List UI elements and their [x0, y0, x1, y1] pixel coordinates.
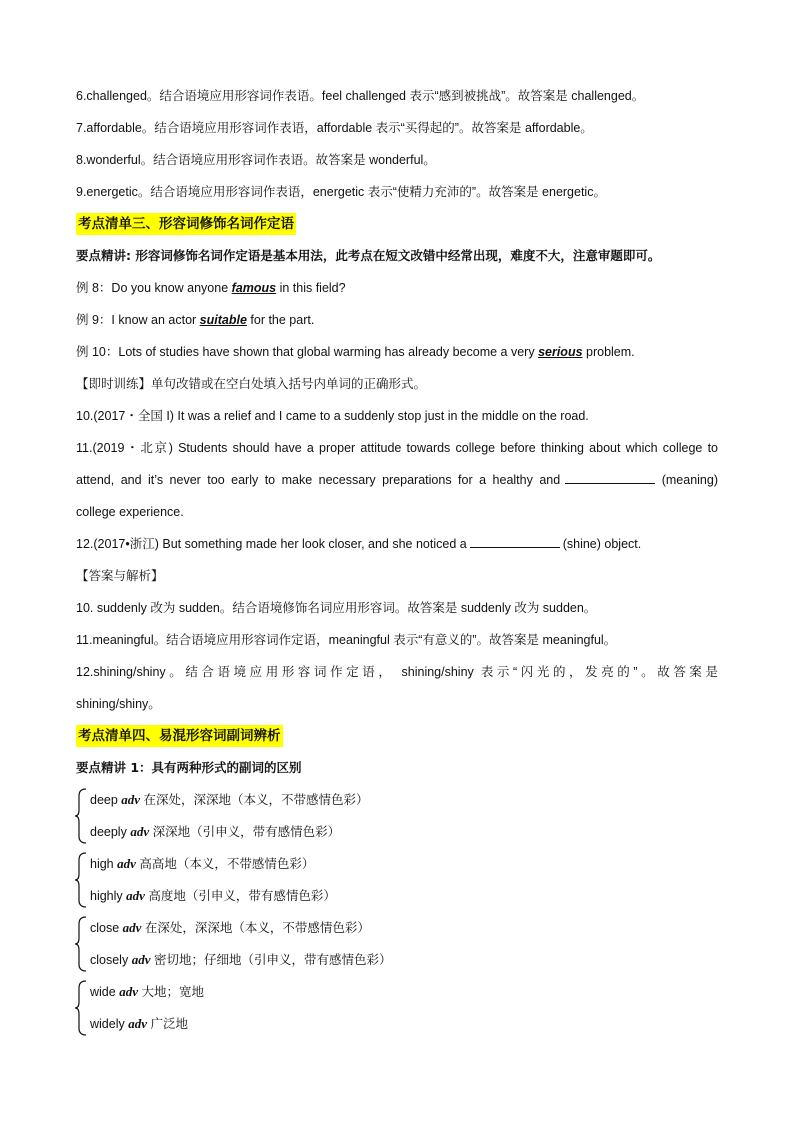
adverb-pair-close: close adv 在深处，深深地（本义，不带感情色彩） closely adv 密切地；仔细地（引申义，带有感情色彩）: [76, 912, 718, 976]
answer-blank-11[interactable]: [565, 469, 655, 484]
question-12: 12.(2017•浙江) But something made her look closer, and she noticed a (shine) object.: [76, 528, 718, 560]
brace-icon: [74, 980, 88, 1036]
brace-icon: [74, 788, 88, 844]
section-3-title: 考点清单三、形容词修饰名词作定语: [76, 213, 296, 235]
question-11-line-3: college experience.: [76, 505, 184, 519]
section-4-note: 要点精讲 1：具有两种形式的副词的区别: [76, 760, 302, 775]
question-11-line-2: attend, and it’s never too early to make necessary preparations for a healthy and (meaning): [76, 464, 718, 496]
adverb-pair-wide: wide adv 大地；宽地 widely adv 广泛地: [76, 976, 718, 1040]
adverb-pair-high: high adv 高高地（本义，不带感情色彩） highly adv 高度地（引申义，带有感情色彩）: [76, 848, 718, 912]
answer-12-line-1: 12.shining/shiny。结合语境应用形容词作定语， shining/shiny 表示“闪光的，发亮的”。故答案是: [76, 665, 718, 679]
section-4-header: [76, 720, 718, 752]
answer-6: 6.challenged。结合语境应用形容词作表语。feel challenged 表示“感到被挑战”。故答案是 challenged。: [76, 89, 645, 103]
example-9: 例 9：I know an actor suitable for the part.: [76, 313, 315, 327]
answer-blank-12[interactable]: [470, 533, 560, 548]
example-10: 例 10：Lots of studies have shown that global warming has already become a very serious problem.: [76, 345, 635, 359]
answer-8: 8.wonderful。结合语境应用形容词作表语。故答案是 wonderful。: [76, 153, 436, 167]
section-3-header: [76, 208, 718, 240]
answer-11: 11.meaningful。结合语境应用形容词作定语，meaningful 表示“有意义的”。故答案是 meaningful。: [76, 633, 617, 647]
answer-9: 9.energetic。结合语境应用形容词作表语，energetic 表示“使精力充沛的”。故答案是 energetic。: [76, 185, 606, 199]
answer-10: 10. suddenly 改为 sudden。结合语境修饰名词应用形容词。故答案是 suddenly 改为 sudden。: [76, 601, 597, 615]
answer-heading: 【答案与解析】: [76, 568, 164, 583]
document-page: [76, 80, 718, 1040]
brace-icon: [74, 916, 88, 972]
question-10: 10.(2017・全国 I) It was a relief and I came to a suddenly stop just in the middle on the road.: [76, 409, 589, 423]
example-9-answer: suitable: [199, 313, 247, 327]
example-8: 例 8：Do you know anyone famous in this field?: [76, 281, 346, 295]
section-3-note: 要点精讲: 形容词修饰名词作定语是基本用法，此考点在短文改错中经常出现，难度不大，注意审题即可。: [76, 248, 661, 263]
question-11-line-1: 11.(2019・北京) Students should have a proper attitude towards college before thinking about which college to: [76, 441, 718, 455]
section-4-title: 考点清单四、易混形容词副词辨析: [76, 725, 283, 747]
brace-icon: [74, 852, 88, 908]
practice-heading: 【即时训练】单句改错或在空白处填入括号内单词的正确形式。: [76, 376, 427, 391]
example-10-answer: serious: [538, 345, 583, 359]
example-8-answer: famous: [231, 281, 277, 295]
answer-12-line-2: shining/shiny。: [76, 697, 161, 711]
adverb-pair-deep: deep adv 在深处，深深地（本义，不带感情色彩） deeply adv 深深地（引申义，带有感情色彩）: [76, 784, 718, 848]
answer-7: 7.affordable。结合语境应用形容词作表语，affordable 表示“买得起的”。故答案是 affordable。: [76, 121, 593, 135]
